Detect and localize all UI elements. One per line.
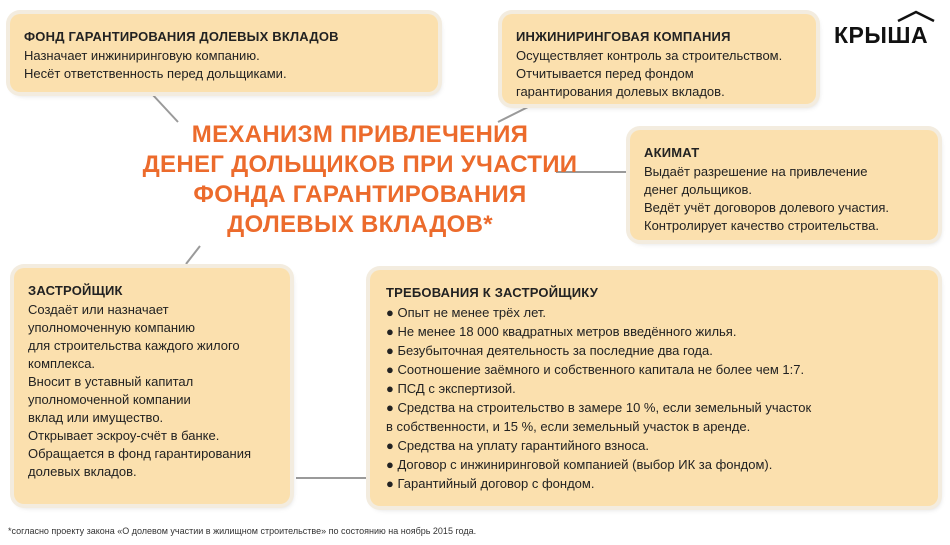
developer-line: комплекса. — [28, 356, 96, 371]
logo-text: КРЫША — [834, 22, 929, 48]
requirements-card — [370, 270, 938, 506]
krysha-logo — [834, 10, 942, 50]
developer-line: долевых вкладов. — [28, 464, 137, 479]
developer-line: уполномоченной компании — [28, 392, 191, 407]
requirement-item: ● Опыт не менее трёх лет. — [386, 305, 546, 320]
requirement-item: ● Соотношение заёмного и собственного капитала не более чем 1:7. — [386, 362, 805, 377]
engineering-title: ИНЖИНИРИНГОВАЯ КОМПАНИЯ — [516, 29, 731, 44]
akimat-line: Выдаёт разрешение на привлечение — [644, 164, 868, 179]
fund-line: Несёт ответственность перед дольщиками. — [24, 66, 287, 81]
developer-line: уполномоченную компанию — [28, 320, 196, 335]
akimat-title: АКИМАТ — [644, 145, 700, 160]
connector-fund — [152, 94, 178, 122]
requirement-item: в собственности, и 15 %, если земельный участок в аренде. — [386, 419, 751, 434]
requirement-item: ● Безубыточная деятельность за последние два года. — [386, 343, 713, 358]
requirement-item: ● ПСД с экспертизой. — [386, 381, 516, 396]
diagram-title-line: МЕХАНИЗМ ПРИВЛЕЧЕНИЯ — [191, 121, 529, 148]
developer-line: для строительства каждого жилого — [28, 338, 240, 353]
diagram-title-line: ФОНДА ГАРАНТИРОВАНИЯ — [193, 181, 527, 208]
diagram-title — [110, 120, 610, 240]
akimat-card — [630, 130, 938, 240]
requirement-item: ● Гарантийный договор с фондом. — [386, 476, 595, 491]
engineering-line: гарантирования долевых вкладов. — [516, 84, 725, 99]
akimat-line: денег дольщиков. — [644, 182, 753, 197]
developer-card — [14, 268, 290, 504]
connector-developer — [186, 246, 200, 264]
footnote: *согласно проекту закона «О долевом участии в жилищном строительстве» по состоянию на ноябрь 2015 года. — [8, 526, 477, 536]
requirement-item: ● Средства на уплату гарантийного взноса. — [386, 438, 649, 453]
diagram-title-line: ДЕНЕГ ДОЛЬЩИКОВ ПРИ УЧАСТИИ — [142, 151, 578, 178]
fund-card — [10, 14, 438, 92]
engineering-line: Отчитывается перед фондом — [516, 66, 694, 81]
requirements-title: ТРЕБОВАНИЯ К ЗАСТРОЙЩИКУ — [386, 285, 599, 300]
developer-line: Обращается в фонд гарантирования — [28, 446, 251, 461]
diagram-title-line: ДОЛЕВЫХ ВКЛАДОВ* — [227, 211, 493, 238]
requirement-item: ● Не менее 18 000 квадратных метров введённого жилья. — [386, 324, 737, 339]
fund-line: Назначает инжиниринговую компанию. — [24, 48, 260, 63]
fund-title: ФОНД ГАРАНТИРОВАНИЯ ДОЛЕВЫХ ВКЛАДОВ — [24, 29, 339, 44]
developer-line: Вносит в уставный капитал — [28, 374, 194, 389]
akimat-line: Контролирует качество строительства. — [644, 218, 879, 233]
engineering-card — [502, 14, 816, 104]
developer-line: Открывает эскроу-счёт в банке. — [28, 428, 220, 443]
requirement-item: ● Средства на строительство в замере 10 %, если земельный участок — [386, 400, 812, 415]
developer-title: ЗАСТРОЙЩИК — [28, 283, 123, 298]
developer-line: Создаёт или назначает — [28, 302, 169, 317]
akimat-line: Ведёт учёт договоров долевого участия. — [644, 200, 890, 215]
requirement-item: ● Договор с инжиниринговой компанией (выбор ИК за фондом). — [386, 457, 773, 472]
engineering-line: Осуществляет контроль за строительством. — [516, 48, 783, 63]
developer-line: вклад или имущество. — [28, 410, 164, 425]
